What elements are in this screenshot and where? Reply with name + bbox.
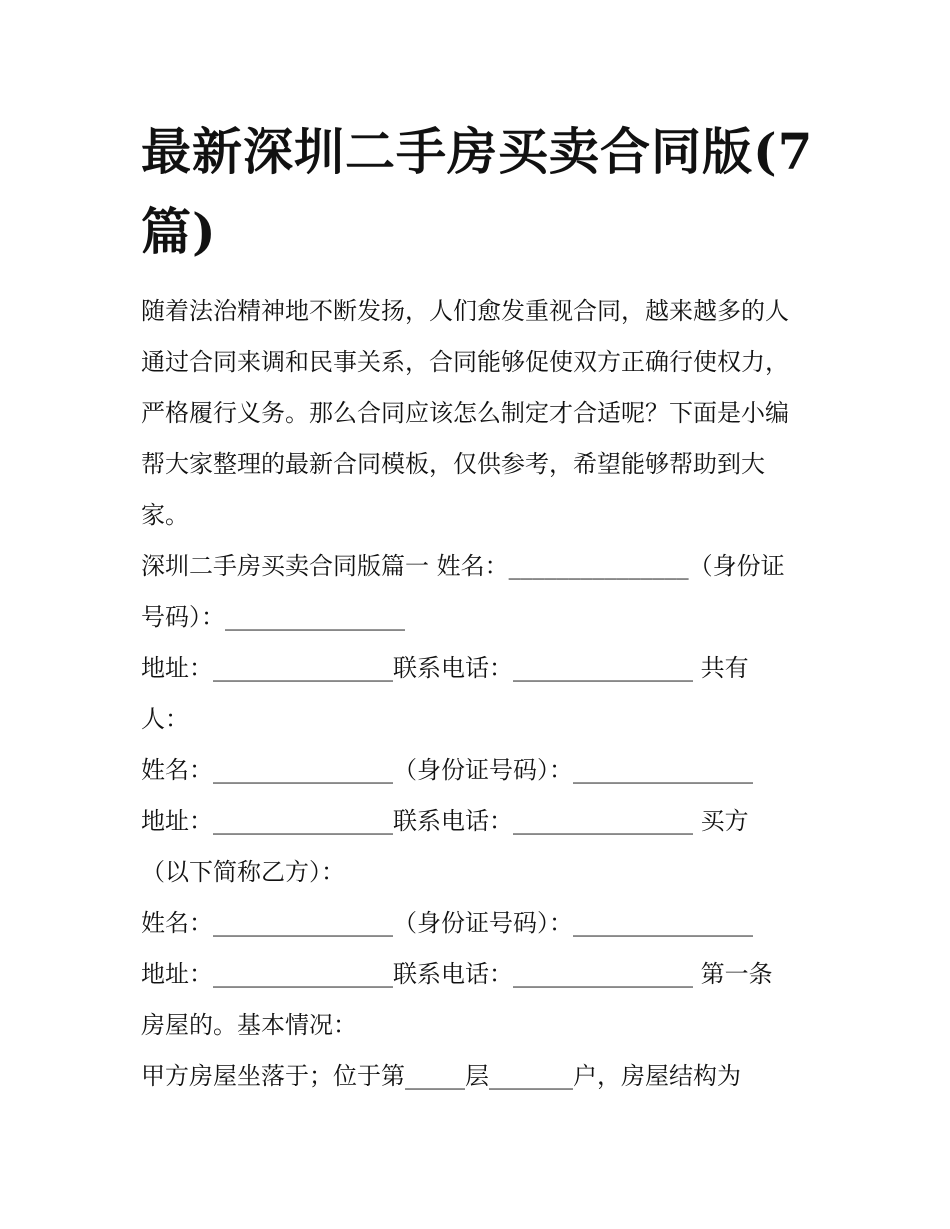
body-line: 随着法治精神地不断发扬，人们愈发重视合同，越来越多的人 bbox=[141, 297, 789, 325]
body-line: （以下简称乙方）： bbox=[141, 858, 345, 886]
body-line: 严格履行义务。那么合同应该怎么制定才合适呢？下面是小编 bbox=[141, 399, 789, 427]
document-page bbox=[141, 112, 821, 1102]
document-title-line-2: 篇) bbox=[141, 202, 217, 261]
body-line: 深圳二手房买卖合同版篇一 姓名：_______________（身份证 bbox=[141, 552, 785, 580]
document-title bbox=[141, 112, 821, 272]
body-line: 帮大家整理的最新合同模板，仅供参考，希望能够帮助到大 bbox=[141, 450, 765, 478]
body-line: 家。 bbox=[141, 501, 189, 529]
body-line: 地址：_______________联系电话：_______________ 第一条 bbox=[141, 960, 773, 988]
document-body bbox=[141, 286, 821, 1102]
body-line: 姓名：_______________（身份证号码）：_______________ bbox=[141, 756, 753, 784]
body-line: 号码）：_______________ bbox=[141, 603, 405, 631]
body-line: 通过合同来调和民事关系，合同能够促使双方正确行使权力， bbox=[141, 348, 789, 376]
body-line: 地址：_______________联系电话：_______________ 共有 bbox=[141, 654, 749, 682]
body-line: 甲方房屋坐落于；位于第_____层_______户，房屋结构为 bbox=[141, 1062, 741, 1090]
document-title-line-1: 最新深圳二手房买卖合同版(7 bbox=[141, 122, 814, 181]
body-line: 姓名：_______________（身份证号码）：_______________ bbox=[141, 909, 753, 937]
body-line: 人： bbox=[141, 705, 189, 733]
body-line: 房屋的。基本情况： bbox=[141, 1011, 357, 1039]
body-line: 地址：_______________联系电话：_______________ 买方 bbox=[141, 807, 749, 835]
